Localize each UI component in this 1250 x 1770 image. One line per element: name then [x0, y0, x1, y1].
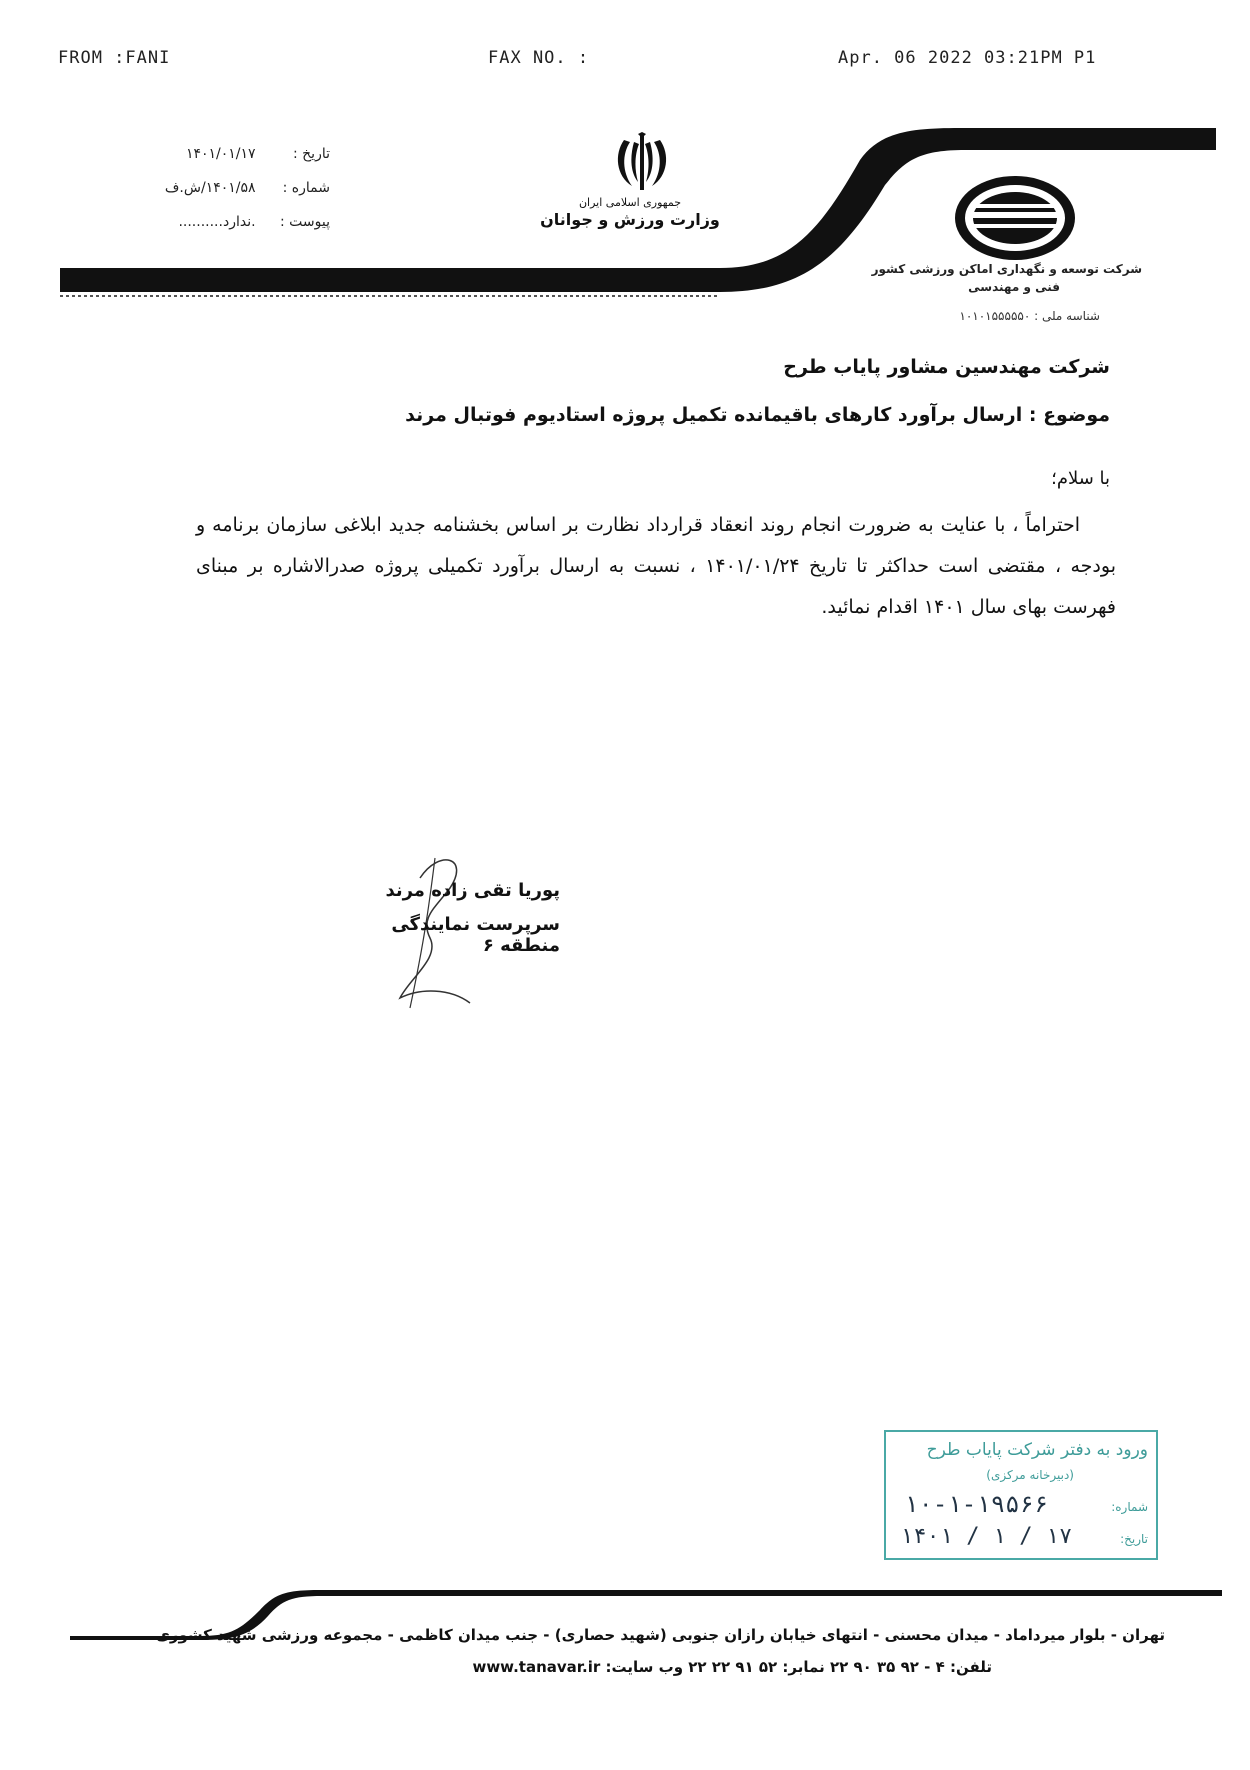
company-logo-icon — [952, 172, 1078, 264]
stamp-number-label: شماره: — [1111, 1500, 1148, 1514]
subject-line: موضوع : ارسال برآورد کارهای باقیمانده تکمیل پروژه استادیوم فوتبال مرند — [405, 404, 1110, 426]
stamp-date-label: تاریخ: — [1120, 1532, 1148, 1546]
fax-number: FAX NO. : — [488, 48, 590, 68]
attachment-value: .ندارد.......... — [178, 214, 256, 230]
stamp-title: ورود به دفتر شرکت پایاب طرح — [926, 1440, 1148, 1460]
iran-emblem-icon — [612, 132, 672, 194]
attachment-row — [110, 214, 330, 230]
recipient: شرکت مهندسین مشاور پایاب طرح — [783, 356, 1110, 378]
date-label: تاریخ : — [292, 146, 330, 162]
letter-body — [196, 505, 1116, 628]
republic-label: جمهوری اسلامی ایران — [578, 196, 682, 209]
date-value: ۱۴۰۱/۰۱/۱۷ — [185, 146, 256, 162]
ministry-name: وزارت ورزش و جوانان — [540, 210, 720, 229]
company-name: شرکت توسعه و نگهداری اماکن ورزشی کشور — [871, 262, 1142, 276]
signatory-title: سرپرست نمایندگی منطقه ۶ — [391, 914, 560, 956]
stamp-subtitle: (دبیرخانه مرکزی) — [986, 1468, 1074, 1482]
attachment-label: پیوست : — [280, 214, 330, 230]
stamp-date-value: ۱۴۰۱ / ۱ / ۱۷ — [900, 1524, 1073, 1549]
letter-body-text: احتراماً ، با عنایت به ضرورت انجام روند انعقاد قرارداد نظارت بر اساس بخشنامه جدید ابلاغی سازمان برنامه و بودجه ، مقتضی است حداکثر تا تاریخ ۱۴۰۱/۰۱/۲۴ ، نسبت به ارسال برآورد تکمیلی پروژه صدرالاشاره بر مبنای فهرست بهای سال ۱۴۰۱ اقدام نمائید. — [196, 514, 1116, 618]
date-row — [110, 146, 330, 162]
signatory-name: پوریا تقی زاده مرند — [385, 880, 560, 901]
footer-contact: تلفن: ۴ - ۹۲ ۳۵ ۹۰ ۲۲ نمابر: ۵۲ ۹۱ ۲۲ ۲۲ وب سایت: www.tanavar.ir — [472, 1658, 992, 1676]
number-row — [110, 180, 330, 196]
number-value: ۱۴۰۱/۵۸/ش.ف — [164, 180, 256, 196]
footer-address: تهران - بلوار میرداماد - میدان محسنی - انتهای خیابان رازان جنوبی (شهید حصاری) - جنب میدان کاظمی - مجموعه ورزشی شهید کشوری — [156, 1626, 1165, 1644]
company-department: فنی و مهندسی — [968, 280, 1060, 294]
fax-sender: FROM :FANI — [58, 48, 171, 68]
greeting: با سلام؛ — [1051, 468, 1110, 489]
stamp-number-value: ۱۰-۱-۱۹۵۶۶ — [904, 1490, 1049, 1518]
national-id: شناسه ملی : ۱۰۱۰۱۵۵۵۵۵۰ — [959, 309, 1100, 323]
receipt-stamp — [884, 1430, 1158, 1560]
fax-datetime: Apr. 06 2022 03:21PM P1 — [838, 48, 1097, 68]
number-label: شماره : — [282, 180, 330, 196]
